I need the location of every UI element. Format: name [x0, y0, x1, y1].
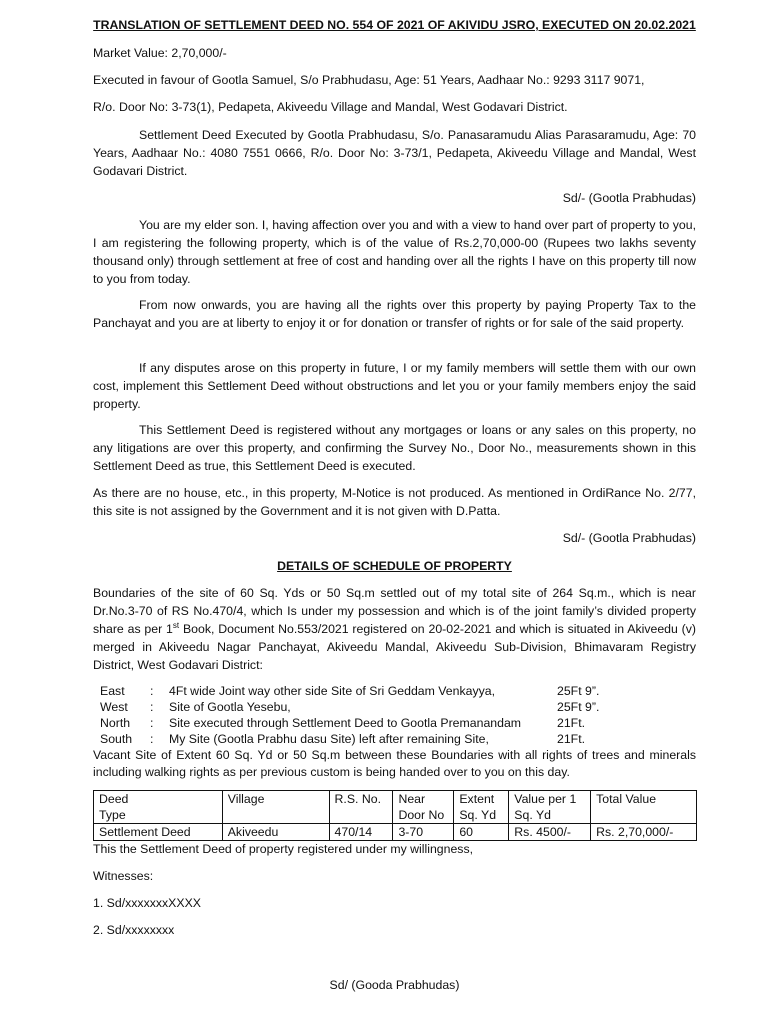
- boundary-description: Site of Gootla Yesebu,: [169, 700, 291, 714]
- table-header-cell: Extent Sq. Yd: [454, 791, 509, 824]
- boundary-direction: West: [100, 700, 128, 714]
- document-title: TRANSLATION OF SETTLEMENT DEED NO. 554 OF 2021 OF AKIVIDU JSRO, EXECUTED ON 20.02.2021: [93, 18, 696, 32]
- boundary-row-east: [100, 683, 700, 699]
- table-cell-deed-type: Settlement Deed: [94, 824, 223, 841]
- table-cell-extent: 60: [454, 824, 509, 841]
- table-cell-value-per-yd: Rs. 4500/-: [509, 824, 591, 841]
- schedule-heading: DETAILS OF SCHEDULE OF PROPERTY: [277, 559, 512, 573]
- boundary-description: My Site (Gootla Prabhu dasu Site) left after remaining Site,: [169, 732, 489, 746]
- schedule-intro-text-b: Book, Document No.553/2021 registered on 20-02-2021 and which is situated in Akiveedu (v) merged in Akiveedu Nagar Panchayat, Akiveedu Mandal, Akiveedu Sub-Division, Bhimavaram Registry District, West Godavari District:: [93, 622, 697, 672]
- witnesses-label: Witnesses:: [93, 869, 154, 883]
- executed-by-paragraph: Settlement Deed Executed by Gootla Prabhudasu, S/o. Panasaramudu Alias Parasaramudu, Age: 70 Years, Aadhaar No.: 4080 7551 0666, R/o. Door No: 3-73/1, Pedapeta, Akiveedu Village and Mandal, West Godavari District.: [93, 128, 696, 178]
- market-value: Market Value: 2,70,000/-: [93, 46, 227, 60]
- signature-line-1: Sd/- (Gootla Prabhudas): [562, 191, 696, 205]
- boundary-row-north: [100, 715, 700, 731]
- witness-2: 2. Sd/xxxxxxxx: [93, 923, 175, 937]
- body-paragraph-3: If any disputes arose on this property in future, I or my family members will settle them with our own cost, implement this Settlement Deed without obstructions and let you or your family members enjoy the said property.: [93, 361, 696, 411]
- body-paragraph-1: You are my elder son. I, having affection over you and with a view to hand over part of property to you, I am registering the following property, which is of the value of Rs.2,70,000-00 (Rupees two lakhs seventy thousand only) through settlement at free of cost and handing over all the rights I have on this property till now to you from today.: [93, 218, 696, 286]
- witness-1: 1. Sd/xxxxxxxXXXX: [93, 896, 201, 910]
- boundary-direction: East: [100, 684, 125, 698]
- boundary-measurement: 21Ft.: [557, 732, 586, 746]
- boundary-colon: :: [150, 700, 154, 714]
- body-paragraph-5: As there are no house, etc., in this property, M-Notice is not produced. As mentioned in OrdiRance No. 2/77, this site is not assigned by the Government and it is not given with D.Patta.: [93, 486, 696, 518]
- body-paragraph-4: This Settlement Deed is registered without any mortgages or loans or any sales on this property, no any litigations are over this property, and confirming the Survey No., Door No., measurements shown in this Settlement Deed as true, this Settlement Deed is executed.: [93, 423, 696, 473]
- schedule-intro-paragraph: [93, 584, 696, 674]
- table-cell-rs-no: 470/14: [329, 824, 393, 841]
- property-details-table: [93, 790, 697, 841]
- boundary-colon: :: [150, 684, 154, 698]
- table-header-cell: Near Door No: [393, 791, 454, 824]
- signature-line-2: Sd/- (Gootla Prabhudas): [562, 531, 696, 545]
- willingness-statement: This the Settlement Deed of property registered under my willingness,: [93, 842, 474, 856]
- boundary-measurement: 21Ft.: [557, 716, 586, 730]
- table-header-row: [94, 791, 697, 824]
- table-cell-total-value: Rs. 2,70,000/-: [591, 824, 697, 841]
- boundary-direction: South: [100, 732, 133, 746]
- vacant-site-paragraph: Vacant Site of Extent 60 Sq. Yd or 50 Sq.m between these Boundaries with all rights of trees and minerals including walking rights as per previous custom is being handed over to you on this day.: [93, 748, 696, 779]
- body-paragraph-2: From now onwards, you are having all the rights over this property by paying Property Tax to the Panchayat and you are at liberty to enjoy it or for donation or transfer of rights or for sale of the said property.: [93, 298, 696, 330]
- table-cell-village: Akiveedu: [222, 824, 329, 841]
- schedule-intro-superscript: st: [172, 620, 180, 630]
- boundary-description: 4Ft wide Joint way other side Site of Sri Geddam Venkayya,: [169, 684, 496, 698]
- table-header-cell: Total Value: [591, 791, 697, 824]
- boundary-colon: :: [150, 716, 154, 730]
- boundary-row-south: [100, 731, 700, 747]
- table-header-cell: Value per 1 Sq. Yd: [509, 791, 591, 824]
- boundary-measurement: 25Ft 9”.: [557, 700, 600, 714]
- boundary-measurement: 25Ft 9”.: [557, 684, 600, 698]
- executed-in-favour: Executed in favour of Gootla Samuel, S/o Prabhudasu, Age: 51 Years, Aadhaar No.: 9293 3117 9071,: [93, 73, 645, 87]
- table-header-cell: R.S. No.: [329, 791, 393, 824]
- boundary-direction: North: [100, 716, 131, 730]
- table-header-cell: Deed Type: [94, 791, 223, 824]
- final-signature: Sd/ (Gooda Prabhudas): [329, 978, 460, 992]
- boundary-colon: :: [150, 732, 154, 746]
- residence-address: R/o. Door No: 3-73(1), Pedapeta, Akiveedu Village and Mandal, West Godavari District.: [93, 100, 568, 114]
- table-header-cell: Village: [222, 791, 329, 824]
- schedule-intro-text-a: Boundaries of the site of 60 Sq. Yds or 50 Sq.m settled out of my total site of 264 Sq.m., which is near Dr.No.3-70 of RS No.470/4, which Is under my possession and which is of the joint family’s divided property share as per 1: [93, 586, 696, 636]
- boundary-row-west: [100, 699, 700, 715]
- table-row: [94, 824, 697, 841]
- boundary-description: Site executed through Settlement Deed to Gootla Premanandam: [169, 716, 522, 730]
- table-cell-door-no: 3-70: [393, 824, 454, 841]
